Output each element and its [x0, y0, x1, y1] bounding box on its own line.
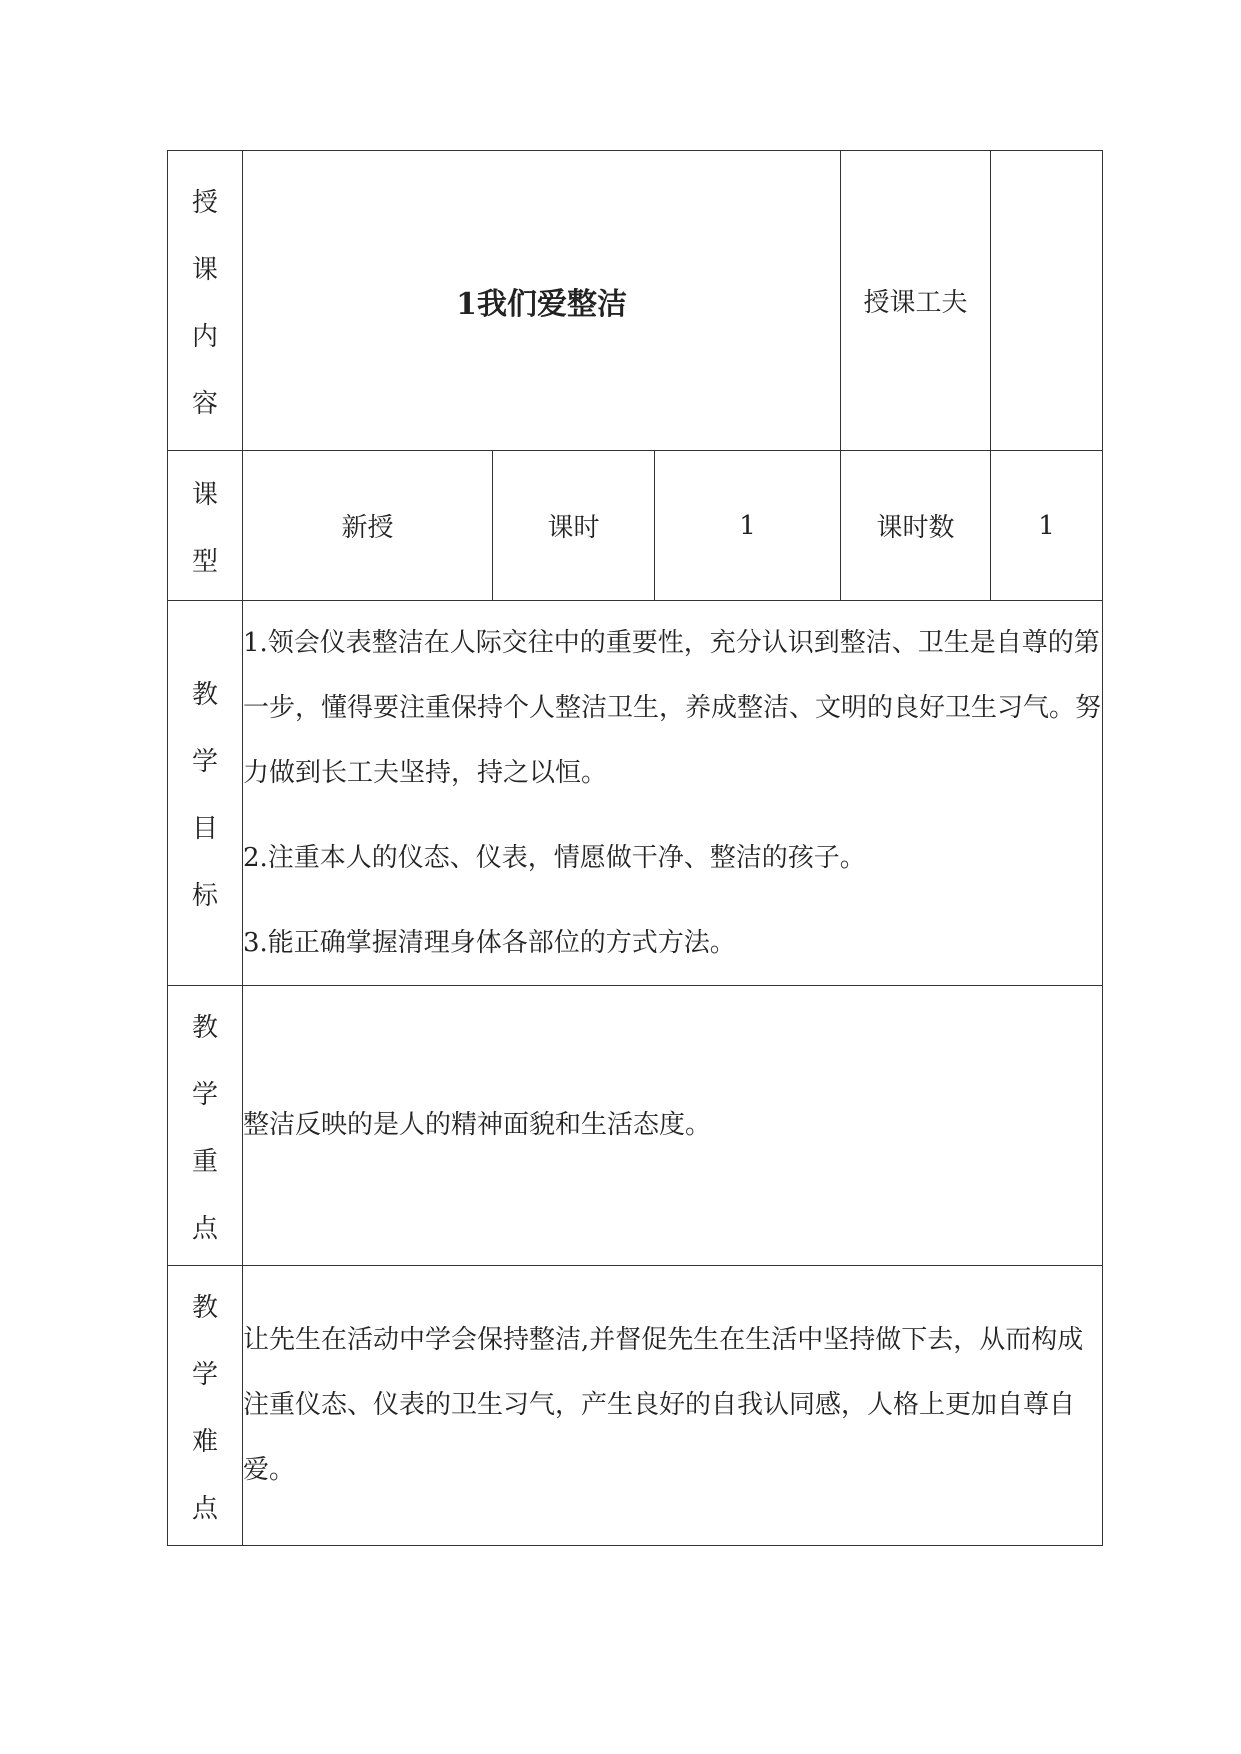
time-label: 授课工夫	[841, 151, 991, 451]
type-value: 新授	[243, 451, 493, 601]
time-value	[991, 151, 1103, 451]
row-goals	[168, 601, 1103, 986]
row-key	[168, 986, 1103, 1266]
goal-item: 2.注重本人的仪态、仪表，情愿做干净、整洁的孩子。	[243, 842, 866, 873]
goal-item: 1.领会仪表整洁在人际交往中的重要性，充分认识到整洁、卫生是自尊的第一步，懂得要注重保持个人整洁卫生，养成整洁、文明的良好卫生习气。努力做到长工夫坚持，持之以恒。	[243, 627, 1102, 788]
period-label: 课时	[493, 451, 655, 601]
label-type: 课 型	[168, 451, 243, 601]
label-goals: 教 学 目 标	[168, 601, 243, 986]
difficulty-content: 让先生在活动中学会保持整洁,并督促先生在生活中坚持做下去，从而构成注重仪态、仪表的卫生习气，产生良好的自我认同感，人格上更加自尊自爱。	[243, 1266, 1103, 1546]
key-content: 整洁反映的是人的精神面貌和生活态度。	[243, 986, 1103, 1266]
row-difficulty	[168, 1266, 1103, 1546]
label-content: 授 课 内 容	[168, 151, 243, 451]
label-difficulty: 教 学 难 点	[168, 1266, 243, 1546]
lesson-title: 1我们爱整洁	[243, 151, 841, 451]
count-label: 课时数	[841, 451, 991, 601]
period-value: 1	[655, 451, 841, 601]
count-value: 1	[991, 451, 1103, 601]
goals-content	[243, 601, 1103, 986]
label-key: 教 学 重 点	[168, 986, 243, 1266]
row-type	[168, 451, 1103, 601]
lesson-plan-table	[167, 150, 1103, 1546]
goal-item: 3.能正确掌握清理身体各部位的方式方法。	[243, 927, 736, 958]
row-content	[168, 151, 1103, 451]
